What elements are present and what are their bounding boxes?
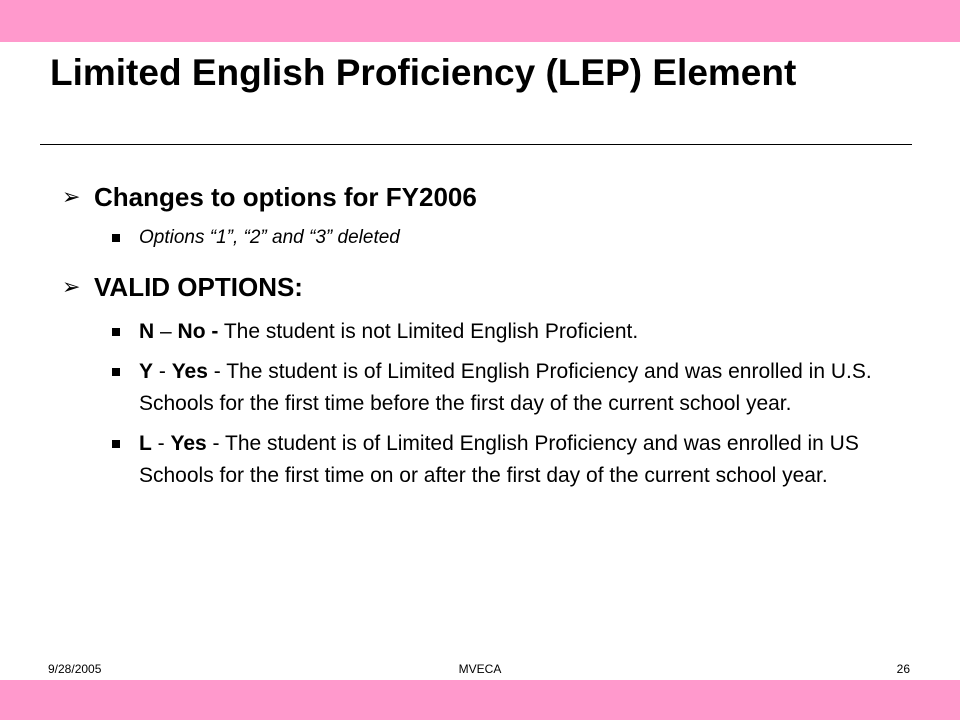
footer-organization: MVECA <box>458 662 502 676</box>
option-separator: - <box>153 360 172 383</box>
option-label: Yes <box>171 360 208 383</box>
option-item-l <box>106 428 922 492</box>
option-separator: - <box>151 432 171 455</box>
changes-note-item <box>106 222 922 254</box>
changes-heading: Changes to options for FY2006 <box>94 182 477 212</box>
square-bullet-icon <box>112 368 120 376</box>
option-separator: – <box>154 320 178 343</box>
bottom-pink-band <box>0 680 960 720</box>
option-code: L <box>139 432 152 455</box>
square-bullet-icon <box>112 328 120 336</box>
arrow-bullet-icon: ➢ <box>62 274 81 299</box>
option-code: N <box>139 320 155 343</box>
option-item-n <box>106 316 922 348</box>
title-divider <box>40 144 912 145</box>
option-item-y <box>106 356 922 420</box>
footer-date: 9/28/2005 <box>48 662 102 676</box>
slide-title: Limited English Proficiency (LEP) Element <box>50 52 797 93</box>
square-bullet-icon <box>112 234 120 242</box>
option-label: Yes <box>170 432 207 455</box>
top-pink-band <box>0 0 960 42</box>
square-bullet-icon <box>112 440 120 448</box>
changes-heading-item <box>62 176 922 218</box>
slide-body <box>62 176 922 492</box>
arrow-bullet-icon: ➢ <box>62 184 81 209</box>
option-code: Y <box>139 360 154 383</box>
changes-note: Options “1”, “2” and “3” deleted <box>139 227 400 248</box>
option-description: - The student is of Limited English Proficiency and was enrolled in U.S. Schools for the first time before the first day of the current school year. <box>139 360 872 415</box>
valid-heading-item <box>62 266 922 308</box>
slide-number: 26 <box>896 662 910 676</box>
option-description: - The student is of Limited English Proficiency and was enrolled in US Schools for the first time on or after the first day of the current school year. <box>139 432 859 487</box>
valid-heading: VALID OPTIONS: <box>94 272 303 302</box>
option-description: The student is not Limited English Proficient. <box>218 320 639 343</box>
option-label: No - <box>177 320 219 343</box>
